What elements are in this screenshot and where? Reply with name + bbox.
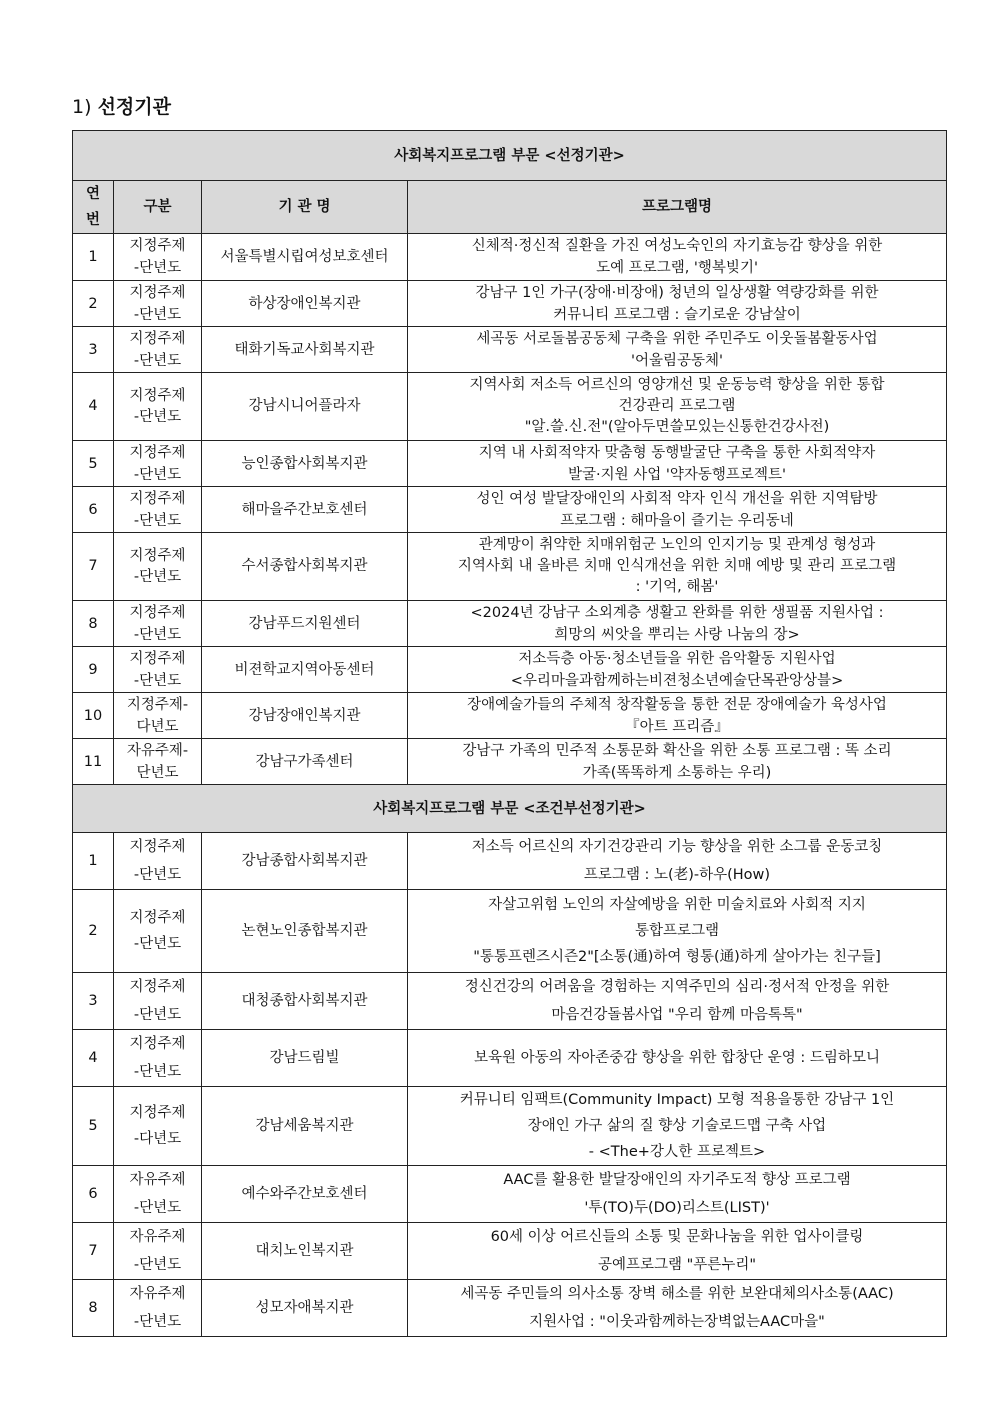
row-category: 지정주제 -단년도 xyxy=(114,647,202,693)
row-org-name: 대치노인복지관 xyxy=(202,1223,408,1280)
row-program-name: 저소득 어르신의 자기건강관리 기능 향상을 위한 소그룹 운동코칭 프로그램 : 노(老)-하우(How) xyxy=(408,833,947,890)
selection-table xyxy=(72,130,947,1337)
row-number: 1 xyxy=(73,833,114,890)
row-program-name: 저소득층 아동·청소년들을 위한 음악활동 지원사업 <우리마을과함께하는비젼청소년예술단목관앙상블> xyxy=(408,647,947,693)
table-row xyxy=(73,281,947,327)
row-number: 3 xyxy=(73,973,114,1030)
row-number: 1 xyxy=(73,234,114,281)
row-category: 자유주제 -단년도 xyxy=(114,1223,202,1280)
row-program-name: 자살고위험 노인의 자살예방을 위한 미술치료와 사회적 지지 통합프로그램 "통통프렌즈시즌2"[소통(通)하여 형통(通)하게 살아가는 친구들] xyxy=(408,890,947,973)
row-org-name: 강남드림빌 xyxy=(202,1030,408,1087)
row-category: 지정주제 -단년도 xyxy=(114,441,202,487)
row-category: 지정주제 -단년도 xyxy=(114,487,202,533)
row-org-name: 태화기독교사회복지관 xyxy=(202,327,408,373)
row-number: 7 xyxy=(73,533,114,601)
row-program-name: 성인 여성 발달장애인의 사회적 약자 인식 개선을 위한 지역탐방 프로그램 : 해마을이 즐기는 우리동네 xyxy=(408,487,947,533)
row-category: 지정주제 -단년도 xyxy=(114,234,202,281)
row-program-name: 장애예술가들의 주체적 창작활동을 통한 전문 장애예술가 육성사업 『아트 프리즘』 xyxy=(408,693,947,739)
table-row xyxy=(73,441,947,487)
row-category: 지정주제 -단년도 xyxy=(114,601,202,647)
column-header-row xyxy=(73,181,947,234)
col-header-program: 프로그램명 xyxy=(408,181,947,234)
row-org-name: 강남시니어플라자 xyxy=(202,373,408,441)
row-org-name: 능인종합사회복지관 xyxy=(202,441,408,487)
row-number: 4 xyxy=(73,1030,114,1087)
row-program-name: 보육원 아동의 자아존중감 향상을 위한 합창단 운영 : 드림하모니 xyxy=(408,1030,947,1087)
row-number: 8 xyxy=(73,1280,114,1337)
row-number: 3 xyxy=(73,327,114,373)
row-org-name: 성모자애복지관 xyxy=(202,1280,408,1337)
col-header-category: 구분 xyxy=(114,181,202,234)
table-row xyxy=(73,234,947,281)
table-row xyxy=(73,833,947,890)
row-program-name: 세곡동 서로돌봄공동체 구축을 위한 주민주도 이웃돌봄활동사업 '어울림공동체' xyxy=(408,327,947,373)
row-program-name: <2024년 강남구 소외계층 생활고 완화를 위한 생필품 지원사업 : 희망의 씨앗을 뿌리는 사랑 나눔의 장> xyxy=(408,601,947,647)
row-org-name: 예수와주간보호센터 xyxy=(202,1166,408,1223)
row-number: 6 xyxy=(73,1166,114,1223)
row-program-name: 정신건강의 어려움을 경험하는 지역주민의 심리·정서적 안정을 위한 마음건강돌봄사업 "우리 함께 마음톡톡" xyxy=(408,973,947,1030)
table-row xyxy=(73,1030,947,1087)
row-org-name: 수서종합사회복지관 xyxy=(202,533,408,601)
row-number: 2 xyxy=(73,890,114,973)
row-category: 지정주제- 다년도 xyxy=(114,693,202,739)
section-title: 사회복지프로그램 부문 <선정기관> xyxy=(73,131,947,181)
row-org-name: 강남장애인복지관 xyxy=(202,693,408,739)
row-category: 지정주제 -단년도 xyxy=(114,890,202,973)
row-org-name: 서울특별시립여성보호센터 xyxy=(202,234,408,281)
row-category: 지정주제 -단년도 xyxy=(114,533,202,601)
row-category: 지정주제 -단년도 xyxy=(114,327,202,373)
table-row xyxy=(73,890,947,973)
table-row xyxy=(73,739,947,785)
section-header-conditional xyxy=(73,785,947,833)
section-title: 사회복지프로그램 부문 <조건부선정기관> xyxy=(73,785,947,833)
table-row xyxy=(73,1087,947,1166)
table-row xyxy=(73,647,947,693)
row-category: 자유주제- 단년도 xyxy=(114,739,202,785)
row-program-name: 강남구 가족의 민주적 소통문화 확산을 위한 소통 프로그램 : 똑 소리 가족(똑똑하게 소통하는 우리) xyxy=(408,739,947,785)
row-number: 7 xyxy=(73,1223,114,1280)
row-org-name: 하상장애인복지관 xyxy=(202,281,408,327)
row-org-name: 강남세움복지관 xyxy=(202,1087,408,1166)
row-number: 6 xyxy=(73,487,114,533)
row-program-name: 지역사회 저소득 어르신의 영양개선 및 운동능력 향상을 위한 통합 건강관리 프로그램 "알.쓸.신.전"(알아두면쓸모있는신통한건강사전) xyxy=(408,373,947,441)
row-org-name: 논현노인종합복지관 xyxy=(202,890,408,973)
row-number: 8 xyxy=(73,601,114,647)
row-org-name: 강남구가족센터 xyxy=(202,739,408,785)
row-category: 지정주제 -단년도 xyxy=(114,973,202,1030)
row-category: 지정주제 -단년도 xyxy=(114,1030,202,1087)
row-org-name: 비젼학교지역아동센터 xyxy=(202,647,408,693)
row-program-name: 신체적·정신적 질환을 가진 여성노숙인의 자기효능감 향상을 위한 도예 프로그램, '행복빚기' xyxy=(408,234,947,281)
row-program-name: 커뮤니티 임팩트(Community Impact) 모형 적용을통한 강남구 1인 장애인 가구 삶의 질 향상 기술로드맵 구축 사업 - <The+강人한 프로젝트> xyxy=(408,1087,947,1166)
table-row xyxy=(73,533,947,601)
row-org-name: 강남종합사회복지관 xyxy=(202,833,408,890)
row-category: 자유주제 -단년도 xyxy=(114,1166,202,1223)
row-category: 지정주제 -단년도 xyxy=(114,373,202,441)
row-number: 9 xyxy=(73,647,114,693)
row-category: 지정주제 -단년도 xyxy=(114,833,202,890)
row-number: 4 xyxy=(73,373,114,441)
table-row xyxy=(73,693,947,739)
row-category: 지정주제 -단년도 xyxy=(114,281,202,327)
table-row xyxy=(73,487,947,533)
table-row xyxy=(73,1166,947,1223)
heading-number: 1) xyxy=(72,96,92,118)
row-category: 지정주제 -다년도 xyxy=(114,1087,202,1166)
table-row xyxy=(73,601,947,647)
table-row xyxy=(73,1280,947,1337)
row-program-name: 강남구 1인 가구(장애·비장애) 청년의 일상생활 역량강화를 위한 커뮤니티 프로그램 : 슬기로운 강남살이 xyxy=(408,281,947,327)
row-category: 자유주제 -단년도 xyxy=(114,1280,202,1337)
table-row xyxy=(73,1223,947,1280)
row-program-name: 세곡동 주민들의 의사소통 장벽 해소를 위한 보완대체의사소통(AAC) 지원사업 : "이웃과함께하는장벽없는AAC마을" xyxy=(408,1280,947,1337)
table-row xyxy=(73,327,947,373)
section-heading xyxy=(72,92,171,119)
row-program-name: 관계망이 취약한 치매위험군 노인의 인지기능 및 관계성 형성과 지역사회 내 올바른 치매 인식개선을 위한 치매 예방 및 관리 프로그램 : '기억, 해봄' xyxy=(408,533,947,601)
section-header-selected xyxy=(73,131,947,181)
row-org-name: 대청종합사회복지관 xyxy=(202,973,408,1030)
col-header-org: 기 관 명 xyxy=(202,181,408,234)
row-org-name: 해마을주간보호센터 xyxy=(202,487,408,533)
row-number: 2 xyxy=(73,281,114,327)
row-org-name: 강남푸드지원센터 xyxy=(202,601,408,647)
table-row xyxy=(73,373,947,441)
row-program-name: 지역 내 사회적약자 맞춤형 동행발굴단 구축을 통한 사회적약자 발굴·지원 사업 '약자동행프로젝트' xyxy=(408,441,947,487)
table-row xyxy=(73,973,947,1030)
row-number: 5 xyxy=(73,1087,114,1166)
row-number: 10 xyxy=(73,693,114,739)
row-program-name: 60세 이상 어르신들의 소통 및 문화나눔을 위한 업사이클링 공예프로그램 "푸른누리" xyxy=(408,1223,947,1280)
row-number: 11 xyxy=(73,739,114,785)
row-number: 5 xyxy=(73,441,114,487)
row-program-name: AAC를 활용한 발달장애인의 자기주도적 향상 프로그램 '투(TO)두(DO)리스트(LIST)' xyxy=(408,1166,947,1223)
col-header-no: 연 번 xyxy=(73,181,114,234)
heading-title: 선정기관 xyxy=(97,96,171,118)
